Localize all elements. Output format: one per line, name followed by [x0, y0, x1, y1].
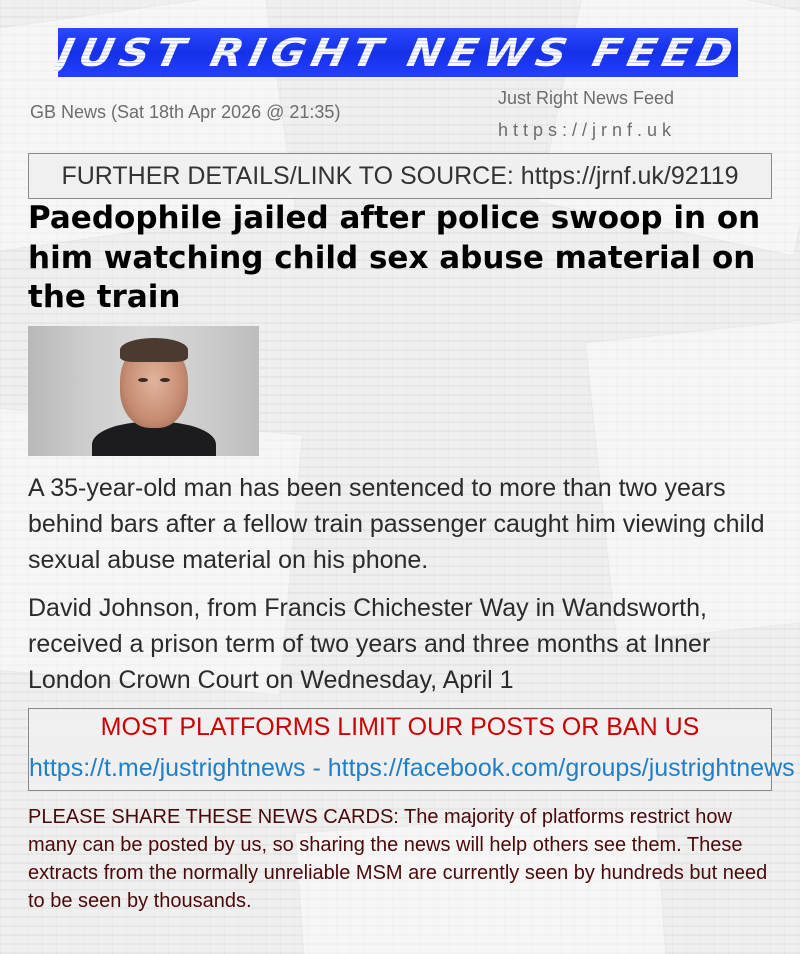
mugshot-photo [28, 326, 259, 456]
article-paragraph: A 35-year-old man has been sentenced to more than two years behind bars after a fellow train passenger caught him viewing child sexual abuse material on his phone. [28, 474, 765, 574]
masthead-banner [53, 28, 743, 77]
brand-name: Just Right News Feed [498, 88, 675, 108]
share-appeal-text: PLEASE SHARE THESE NEWS CARDS: The majority of platforms restrict how many can be posted by us, so sharing the news will help others see them. These extracts from the normally unreliable MSM are currently seen by hundreds but need to be seen by thousands. [28, 806, 768, 912]
platform-warning: MOST PLATFORMS LIMIT OUR POSTS OR BAN US [100, 713, 700, 741]
platform-notice-box [28, 708, 795, 791]
article-headline: Paedophile jailed after police swoop in on him watching child sex abuse material on the train [28, 200, 761, 315]
photo-right-eye [160, 378, 170, 382]
source-link-box[interactable] [28, 153, 772, 199]
photo-hair [120, 338, 188, 362]
article-paragraph: David Johnson, from Francis Chichester Way in Wandsworth, received a prison term of two years and three months at Inner London Crown Court on Wednesday, April 1 [28, 594, 711, 694]
source-link-text[interactable]: FURTHER DETAILS/LINK TO SOURCE: https://jrnf.uk/92119 [61, 161, 739, 190]
brand-url[interactable]: https://jrnf.uk [498, 120, 677, 140]
social-links[interactable]: https://t.me/justrightnews - https://facebook.com/groups/justrightnews [29, 754, 795, 782]
masthead-title: JUST RIGHT NEWS FEED [53, 29, 743, 76]
source-dateline: GB News (Sat 18th Apr 2026 @ 21:35) [30, 102, 341, 122]
photo-left-eye [138, 378, 148, 382]
